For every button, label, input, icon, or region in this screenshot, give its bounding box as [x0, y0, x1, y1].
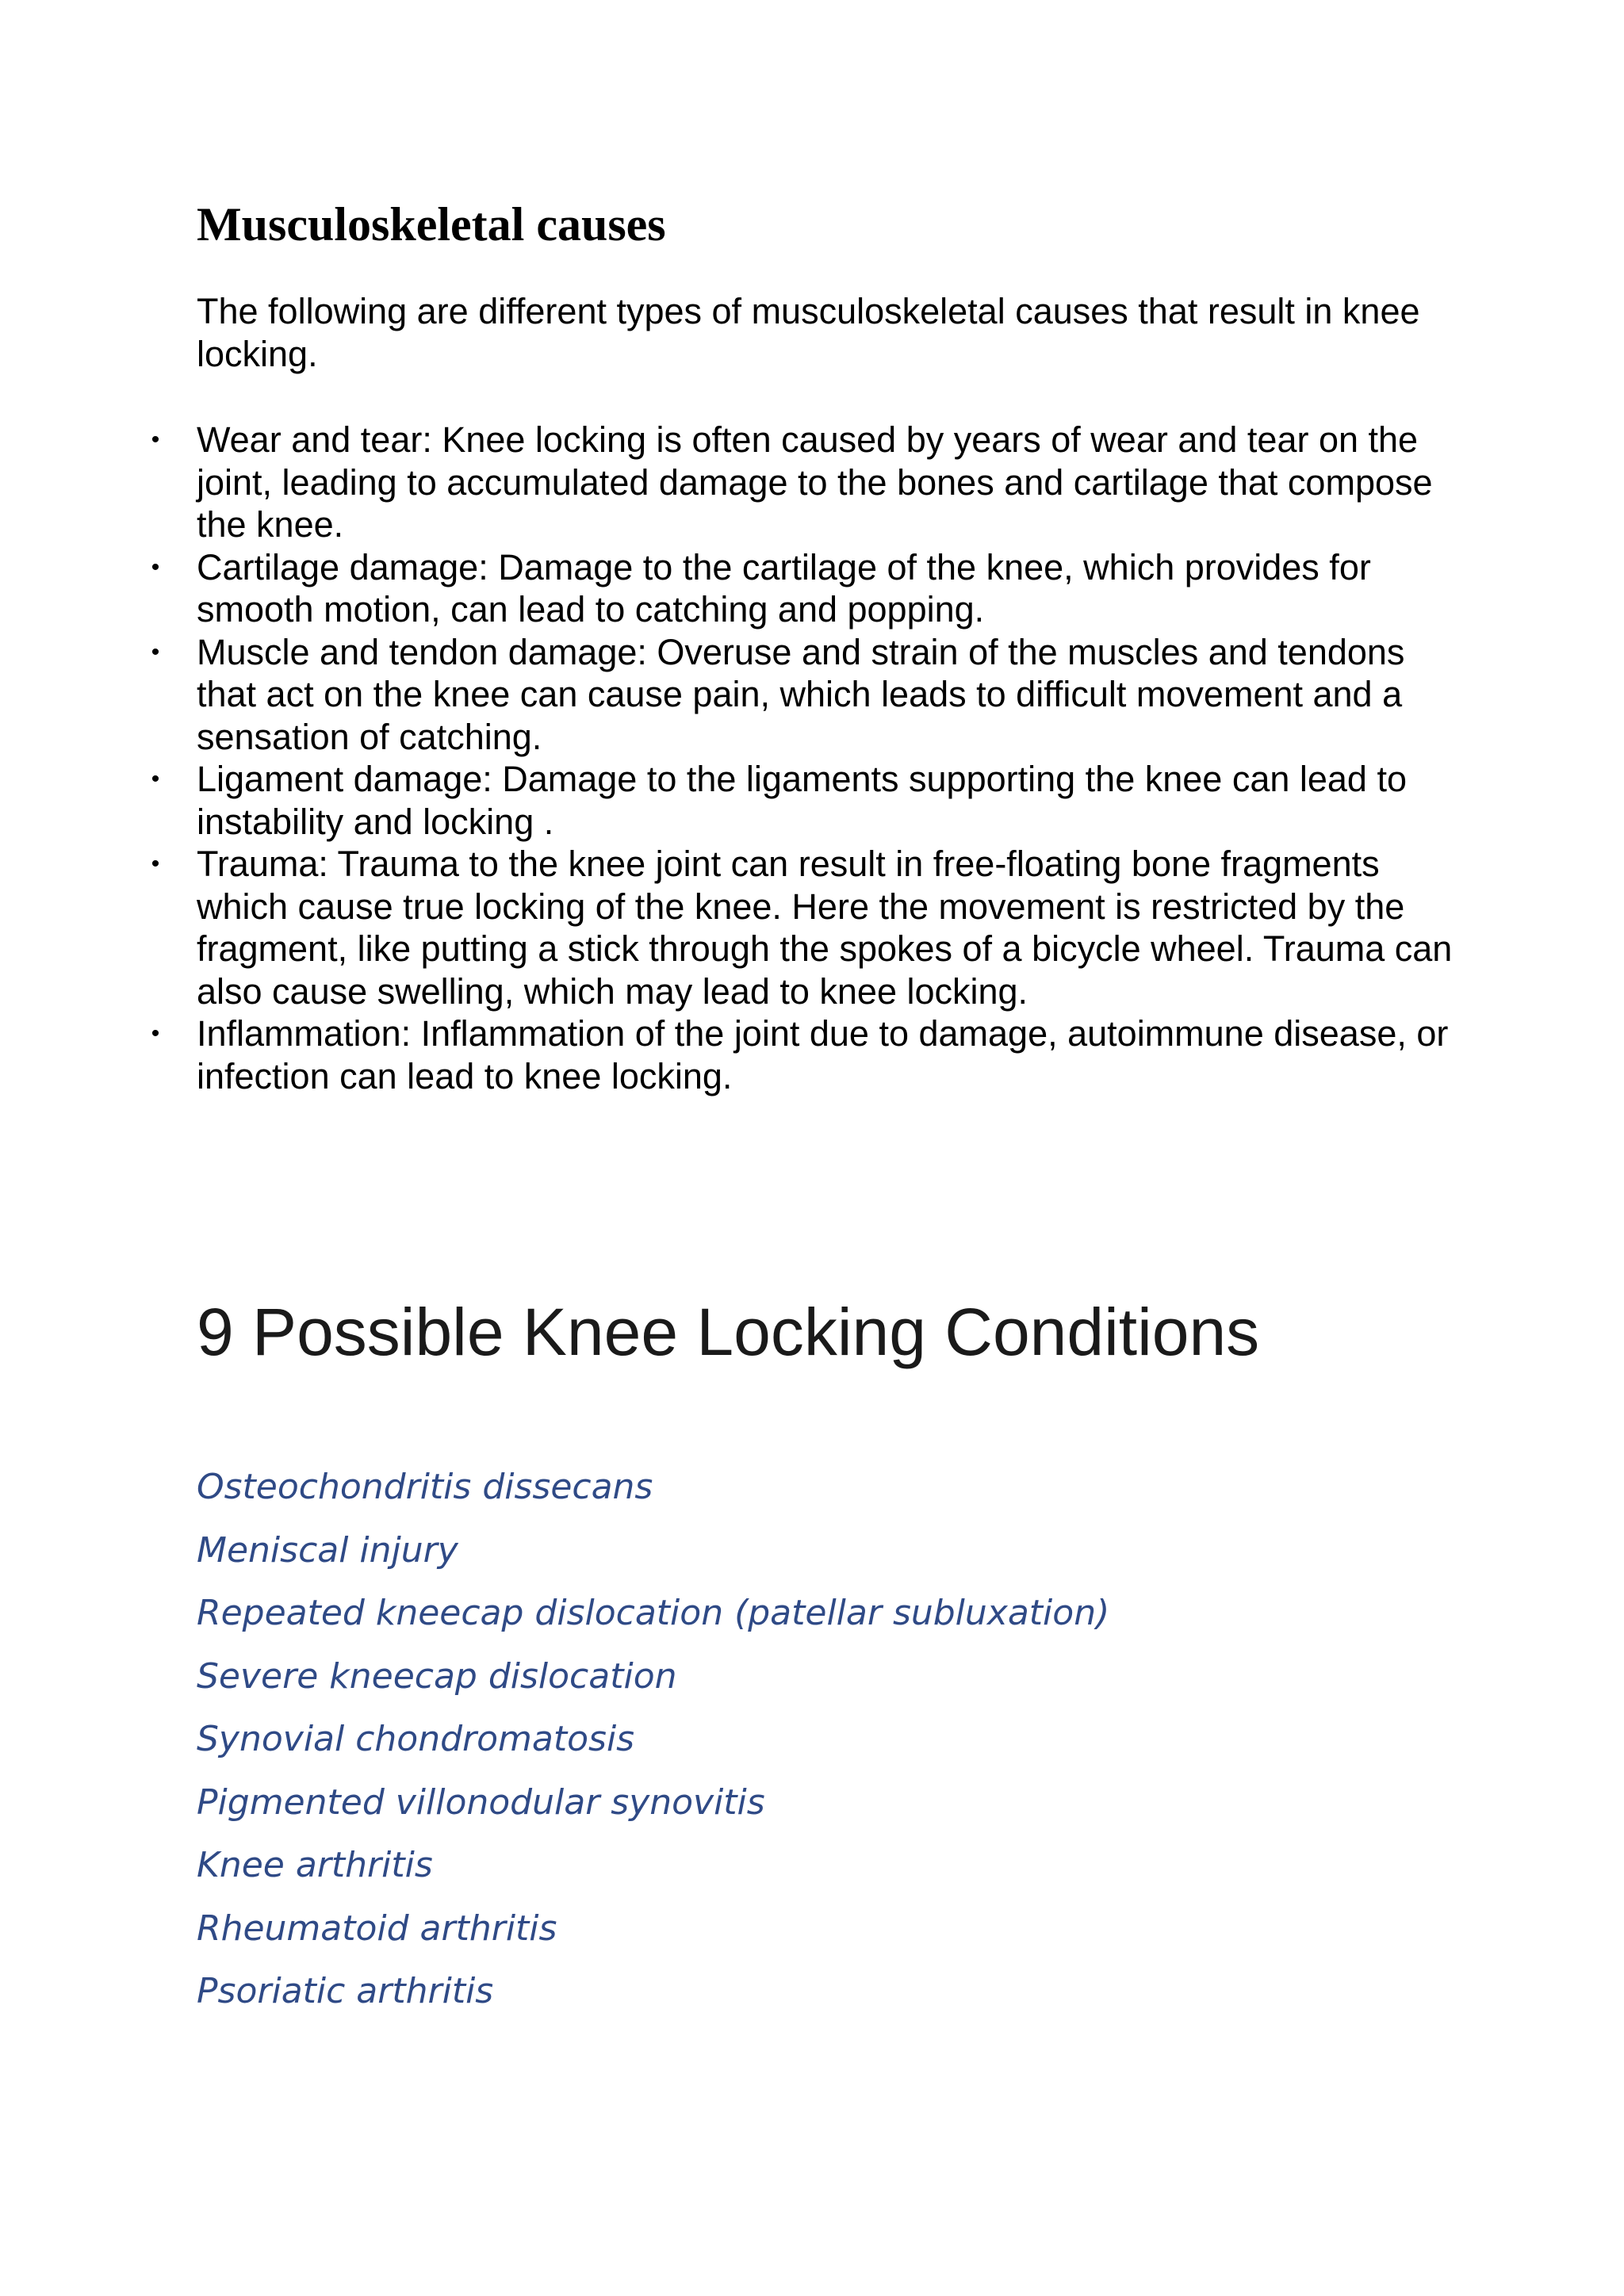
condition-link[interactable]: Repeated kneecap dislocation (patellar subluxation): [197, 1593, 1110, 1633]
list-item: [151, 419, 1473, 546]
bullet-icon: •: [151, 766, 160, 792]
bullet-icon: •: [151, 638, 160, 665]
list-item-text: Muscle and tendon damage: Overuse and strain of the muscles and tendons that act on the knee can cause pain, which leads to difficult movement and a sensation of catching.: [197, 631, 1405, 757]
list-item: [151, 758, 1473, 843]
condition-link[interactable]: Psoriatic arthritis: [197, 1971, 494, 2011]
conditions-heading: 9 Possible Knee Locking Conditions: [197, 1295, 1260, 1369]
bullet-icon: •: [151, 1020, 160, 1047]
condition-link[interactable]: Synovial chondromatosis: [197, 1719, 635, 1759]
section-heading: Musculoskeletal causes: [197, 198, 666, 251]
conditions-list: [197, 1456, 1109, 2023]
intro-paragraph: The following are different types of musculoskeletal causes that result in knee locking.: [197, 291, 1420, 374]
causes-list: [151, 419, 1473, 1097]
list-item-text: Inflammation: Inflammation of the joint due to damage, autoimmune disease, or infection can lead to knee locking.: [197, 1013, 1449, 1096]
condition-link[interactable]: Severe kneecap dislocation: [197, 1655, 677, 1697]
list-item: [151, 631, 1473, 759]
list-item-text: Trauma: Trauma to the knee joint can result in free-floating bone fragments which cause true locking of the knee. Here the movement is restricted by the fragment, like putting a stick through the spokes of a bicycle wheel. Trauma can also cause swelling, which may lead to knee locking.: [197, 844, 1453, 1012]
list-item-text: Ligament damage: Damage to the ligaments supporting the knee can lead to instability and locking .: [197, 759, 1407, 842]
bullet-icon: •: [151, 851, 160, 877]
list-item-text: Cartilage damage: Damage to the cartilage of the knee, which provides for smooth motion, can lead to catching and popping.: [197, 546, 1371, 629]
bullet-icon: •: [151, 553, 160, 580]
list-item: [151, 843, 1473, 1012]
list-item-text: Wear and tear: Knee locking is often caused by years of wear and tear on the joint, leading to accumulated damage to the bones and cartilage that compose the knee.: [197, 419, 1433, 545]
condition-link[interactable]: Rheumatoid arthritis: [197, 1908, 557, 1949]
list-item: [151, 1012, 1473, 1097]
condition-link[interactable]: Pigmented villonodular synovitis: [197, 1781, 765, 1823]
bullet-icon: •: [151, 427, 160, 453]
condition-link[interactable]: Knee arthritis: [197, 1845, 433, 1885]
condition-link[interactable]: Meniscal injury: [197, 1529, 458, 1571]
condition-link[interactable]: Osteochondritis dissecans: [197, 1467, 653, 1507]
list-item: [151, 546, 1473, 631]
